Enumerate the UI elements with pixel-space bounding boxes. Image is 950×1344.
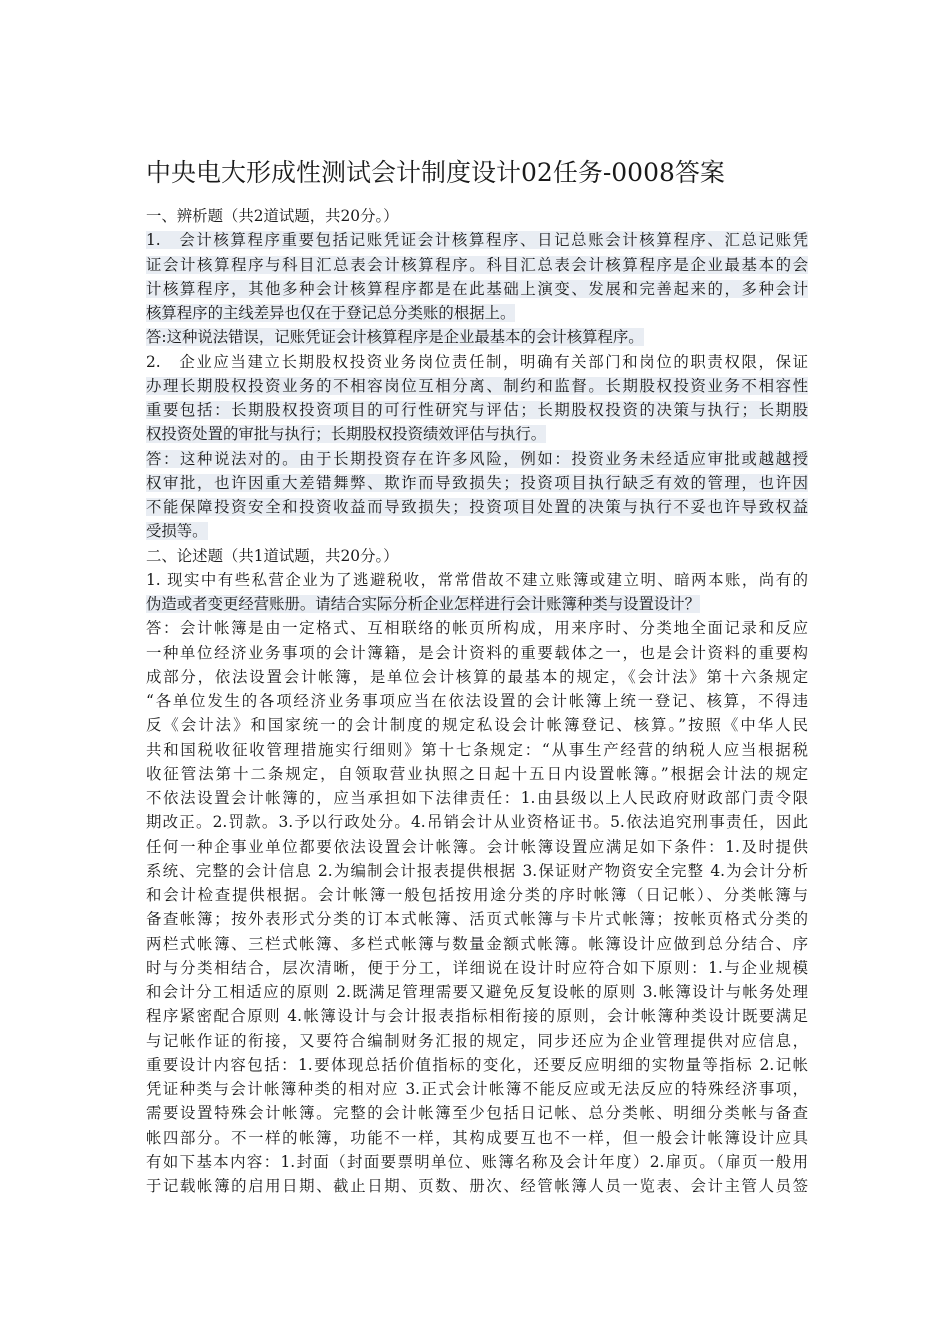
- paragraph-line: 1. 会计核算程序重要包括记账凭证会计核算程序、日记总账会计核算程序、汇总记账凭: [146, 231, 808, 250]
- paragraph-line: 和会计检查提供根据。会计帐簿一般包括按用途分类的序时帐簿（日记帐）、分类帐簿与: [146, 886, 808, 904]
- paragraph-line: 不能保障投资安全和投资收益而导致损失；投资项目处置的决策与执行不妥也许导致权益: [146, 498, 808, 516]
- answer-1: [146, 325, 808, 349]
- question-3: [146, 568, 808, 617]
- paragraph-line: 2. 企业应当建立长期股权投资业务岗位责任制，明确有关部门和岗位的职责权限，保证: [146, 352, 808, 371]
- paragraph-line: 于记载帐簿的启用日期、截止日期、页数、册次、经管帐簿人员一览表、会计主管人员签: [146, 1177, 808, 1195]
- paragraph-line: 有如下基本内容：1.封面（封面要票明单位、账簿名称及会计年度）2.扉页。（扉页一般用: [146, 1152, 808, 1171]
- paragraph-line: 收征管法第十二条规定，自领取营业执照之日起十五日内设置帐簿。”根据会计法的规定: [146, 764, 808, 783]
- paragraph-line: 共和国税收征收管理措施实行细则》第十七条规定：“从事生产经营的纳税人应当根据税: [146, 740, 808, 759]
- paragraph-line: 反《会计法》和国家统一的会计制度的规定私设会计帐簿登记、核算。”按照《中华人民: [146, 716, 808, 735]
- paragraph-line: 权审批，也许因重大差错舞弊、欺诈而导致损失；投资项目执行缺乏有效的管理，也许因: [146, 473, 808, 492]
- paragraph-line: 与记帐作证的衔接，又要符合编制财务汇报的规定，同步还应为企业管理提供对应信息，: [146, 1031, 808, 1050]
- paragraph-line: 和会计分工相适应的原则 2.既满足管理需要又避免反复设帐的原则 3.帐簿设计与帐务处理: [146, 983, 808, 1001]
- paragraph-line: 计核算程序，其他多种会计核算程序都是在此基础上演变、发展和完善起来的，多种会计: [146, 279, 808, 298]
- paragraph-line: 答：会计帐簿是由一定格式、互相联络的帐页所构成，用来序时、分类地全面记录和反应: [146, 619, 808, 638]
- paragraph-line: 伪造或者变更经营账册。请结合实际分析企业怎样进行会计账簿种类与设置设计？: [146, 595, 701, 613]
- paragraph-line: 证会计核算程序与科目汇总表会计核算程序。科目汇总表会计核算程序是企业最基本的会: [146, 255, 808, 274]
- section-heading-1: 一、辨析题（共2道试题，共20分。）: [146, 207, 399, 225]
- paragraph-line: 两栏式帐簿、三栏式帐簿、多栏式帐簿与数量金额式帐簿。帐簿设计应做到总分结合、序: [146, 934, 808, 953]
- paragraph-line: 核算程序的主线差异也仅在于登记总分类账的根据上。: [146, 304, 516, 322]
- paragraph-line: 办理长期股权投资业务的不相容岗位互相分离、制约和监督。长期股权投资业务不相容性: [146, 376, 808, 395]
- paragraph-line: “各单位发生的各项经济业务事项应当在依法设置的会计帐簿上统一登记、核算，不得违: [146, 692, 808, 710]
- answer-3: [146, 616, 808, 1198]
- paragraph-line: 帐四部分。不一样的帐簿，功能不一样，其构成要互也不一样，但一般会计帐簿设计应具: [146, 1128, 808, 1147]
- paragraph-line: 答：这种说法对的。由于长期投资存在许多风险，例如：投资业务未经适应审批或越越授: [146, 449, 808, 468]
- paragraph-line: 1. 现实中有些私营企业为了逃避税收，常常借故不建立账簿或建立明、暗两本账，尚有的: [146, 570, 808, 589]
- question-2: [146, 350, 808, 447]
- document-body: [146, 204, 808, 1198]
- paragraph-line: 成部分，依法设置会计帐簿，是单位会计核算的最基本的规定，《会计法》第十六条规定: [146, 667, 808, 686]
- answer-2: [146, 447, 808, 544]
- paragraph-line: 受损等。: [146, 522, 208, 541]
- paragraph-line: 需要设置特殊会计帐簿。完整的会计帐簿至少包括日记帐、总分类帐、明细分类帐与备查: [146, 1104, 808, 1123]
- paragraph-line: 一种单位经济业务事项的会计簿籍，是会计资料的重要载体之一，也是会计资料的重要构: [146, 643, 808, 662]
- section-heading-2: 二、论述题（共1道试题，共20分。）: [146, 546, 399, 565]
- paragraph-line: 备查帐簿；按外表形式分类的订本式帐簿、活页式帐簿与卡片式帐簿；按帐页格式分类的: [146, 910, 808, 929]
- paragraph-line: 系统、完整的会计信息 2.为编制会计报表提供根据 3.保证财产物资安全完整 4.为会计分析: [146, 861, 808, 880]
- paragraph-line: 时与分类相结合，层次清晰，便于分工，详细说在设计时应符合如下原则：1.与企业规模: [146, 958, 808, 977]
- paragraph-line: 程序紧密配合原则 4.帐簿设计与会计报表指标相衔接的原则，会计帐簿种类设计既要满足: [146, 1007, 808, 1026]
- question-1: [146, 228, 808, 325]
- paragraph-line: 不依法设置会计帐簿的，应当承担如下法律责任：1.由县级以上人民政府财政部门责令限: [146, 789, 808, 807]
- paragraph-line: 答:这种说法错误，记账凭证会计核算程序是企业最基本的会计核算程序。: [146, 328, 644, 347]
- paragraph-line: 重要设计内容包括：1.要体现总括价值指标的变化，还要反应明细的实物量等指标 2.记帐: [146, 1055, 808, 1074]
- paragraph-line: 凭证种类与会计帐簿种类的相对应 3.正式会计帐簿不能反应或无法反应的特殊经济事项，: [146, 1080, 808, 1098]
- paragraph-line: 任何一种企事业单位都要依法设置会计帐簿。会计帐簿设置应满足如下条件：1.及时提供: [146, 837, 808, 856]
- paragraph-line: 重要包括：长期股权投资项目的可行性研究与评估；长期股权投资的决策与执行；长期股: [146, 401, 808, 419]
- document-title: 中央电大形成性测试会计制度设计02任务-0008答案: [146, 158, 725, 187]
- paragraph-line: 权投资处置的审批与执行；长期股权投资绩效评估与执行。: [146, 425, 547, 444]
- paragraph-line: 期改正。2.罚款。3.予以行政处分。4.吊销会计从业资格证书。5.依法追究刑事责任，因此: [146, 813, 808, 832]
